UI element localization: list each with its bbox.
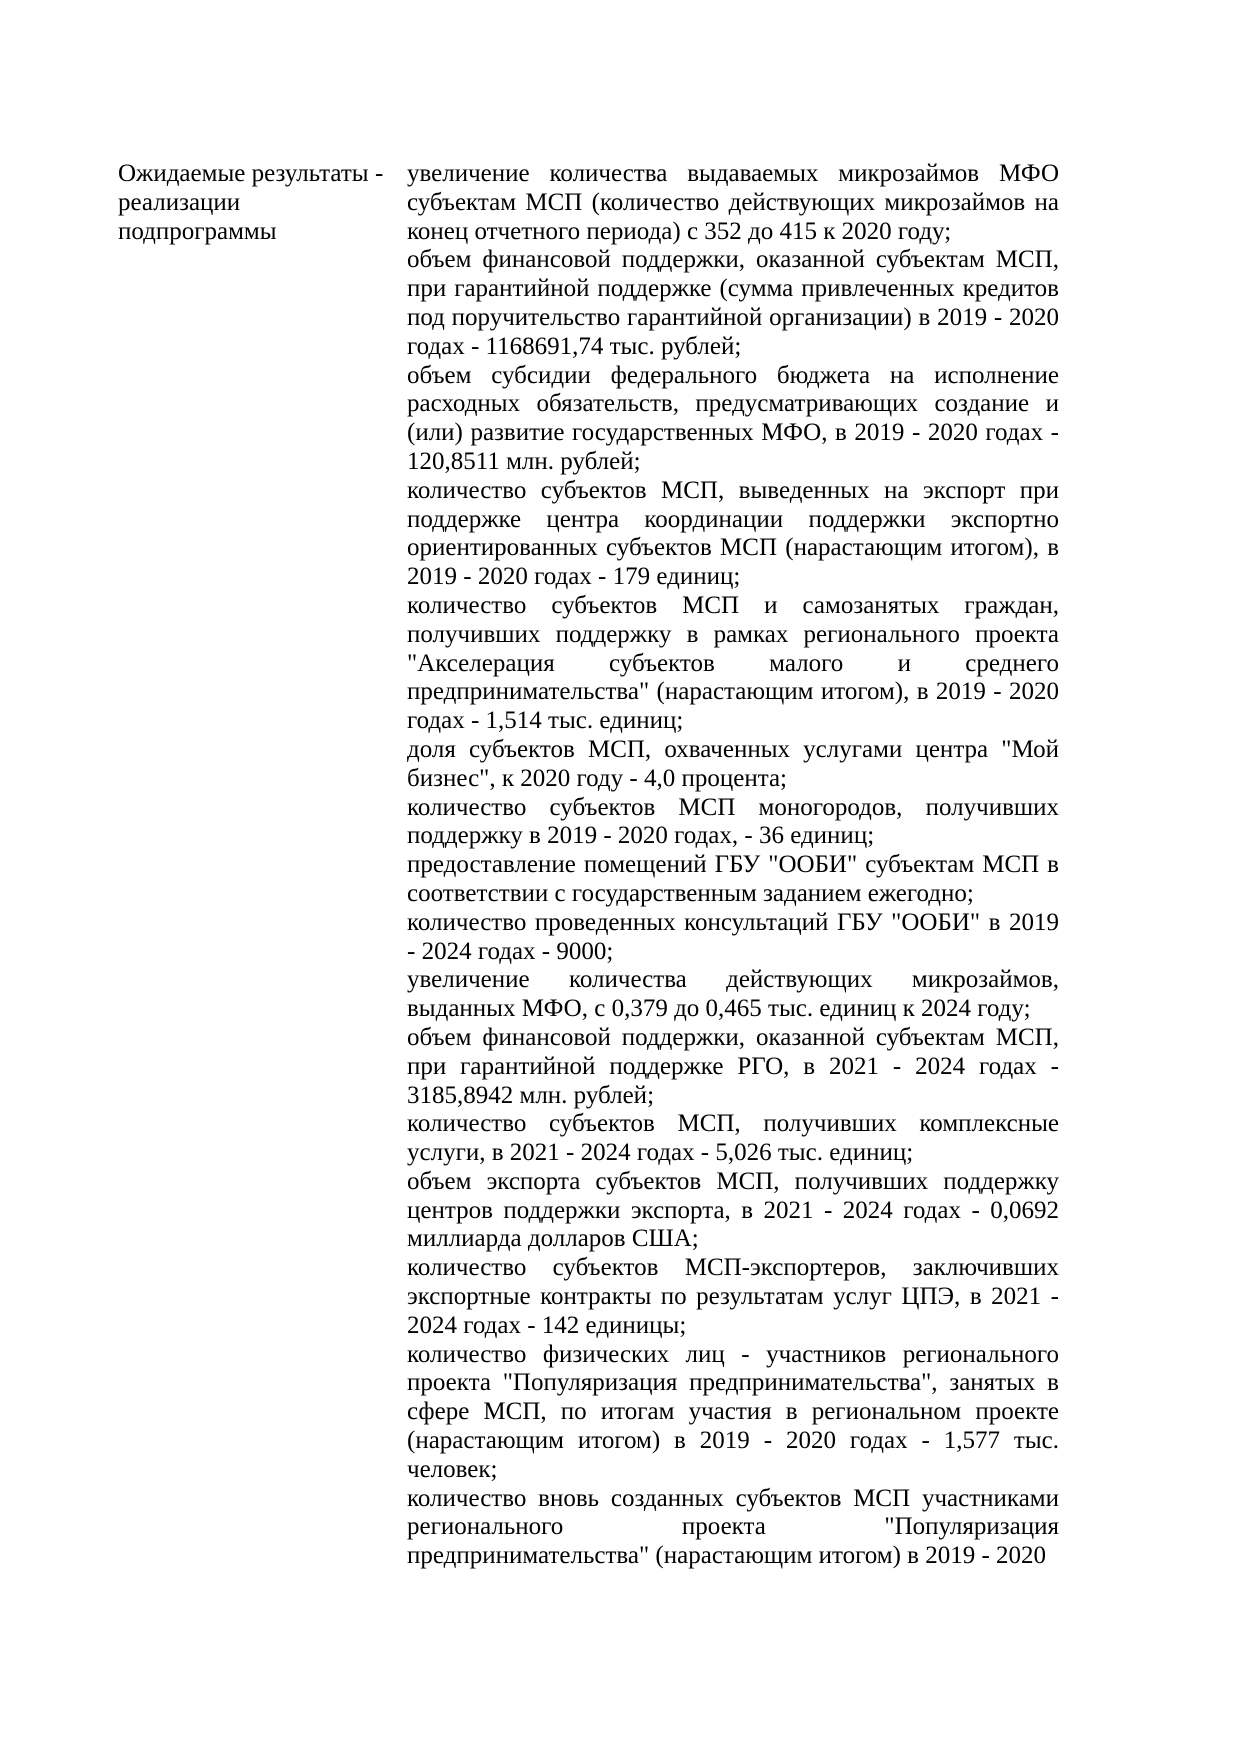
result-item: объем субсидии федерального бюджета на исполнение расходных обязательств, предусматривающих создание и (или) развитие государственных МФО, в 2019 - 2020 годах - 120,8511 млн. рублей; [407, 361, 1059, 475]
row-header-expected-results: Ожидаемые результаты реализации подпрограммы [118, 160, 369, 245]
result-item: количество субъектов МСП, получивших комплексные услуги, в 2021 - 2024 годах - 5,026 тыс. единиц; [407, 1110, 1059, 1167]
result-item: предоставление помещений ГБУ "ООБИ" субъектам МСП в соответствии с государственным заданием ежегодно; [407, 851, 1059, 907]
result-item: количество физических лиц - участников регионального проекта "Популяризация предпринимательства", занятых в сфере МСП, по итогам участия в региональном проекте (нарастающим итогом) в 2019 - 2020 годах - 1,577 тыс. человек; [407, 1340, 1059, 1483]
result-item: увеличение количества выдаваемых микрозаймов МФО субъектам МСП (количество действующих микрозаймов на конец отчетного периода) с 352 до 415 к 2020 году; [407, 160, 1059, 245]
expected-results-row [118, 160, 1059, 1571]
result-item: объем экспорта субъектов МСП, получивших поддержку центров поддержки экспорта, в 2021 - 2024 годах - 0,0692 миллиарда долларов США; [407, 1167, 1059, 1253]
result-item: объем финансовой поддержки, оказанной субъектам МСП, при гарантийной поддержке (сумма привлеченных кредитов под поручительство гарантийной организации) в 2019 - 2020 годах - 1168691,74 тыс. рублей; [407, 246, 1059, 360]
dash-separator: - [375, 160, 384, 187]
result-item: количество субъектов МСП и самозанятых граждан, получивших поддержку в рамках регионального проекта "Акселерация субъектов малого и среднего предпринимательства" (нарастающим итогом), в 2019 - 2020 годах - 1,514 тыс. единиц; [407, 591, 1059, 735]
expected-results-list [407, 160, 1059, 1571]
result-item: количество субъектов МСП моногородов, получивших поддержку в 2019 - 2020 годах, - 36 единиц; [407, 793, 1059, 850]
result-item: доля субъектов МСП, охваченных услугами центра "Мой бизнес", к 2020 году - 4,0 процента; [407, 735, 1059, 792]
result-item: объем финансовой поддержки, оказанной субъектам МСП, при гарантийной поддержке РГО, в 2021 - 2024 годах - 3185,8942 млн. рублей; [407, 1023, 1059, 1109]
result-item: количество проведенных консультаций ГБУ "ООБИ" в 2019 - 2024 годах - 9000; [407, 908, 1059, 965]
result-item: количество субъектов МСП, выведенных на экспорт при поддержке центра координации поддержки экспортно ориентированных субъектов МСП (нарастающим итогом), в 2019 - 2020 годах - 179 единиц; [407, 476, 1059, 591]
result-item: количество субъектов МСП-экспортеров, заключивших экспортные контракты по результатам услуг ЦПЭ, в 2021 - 2024 годах - 142 единицы; [407, 1254, 1059, 1339]
result-item: увеличение количества действующих микрозаймов, выданных МФО, с 0,379 до 0,465 тыс. единиц к 2024 году; [407, 966, 1059, 1023]
result-item: количество вновь созданных субъектов МСП участниками регионального проекта "Популяризация предпринимательства" (нарастающим итогом) в 2019 - 2020 [407, 1484, 1059, 1570]
